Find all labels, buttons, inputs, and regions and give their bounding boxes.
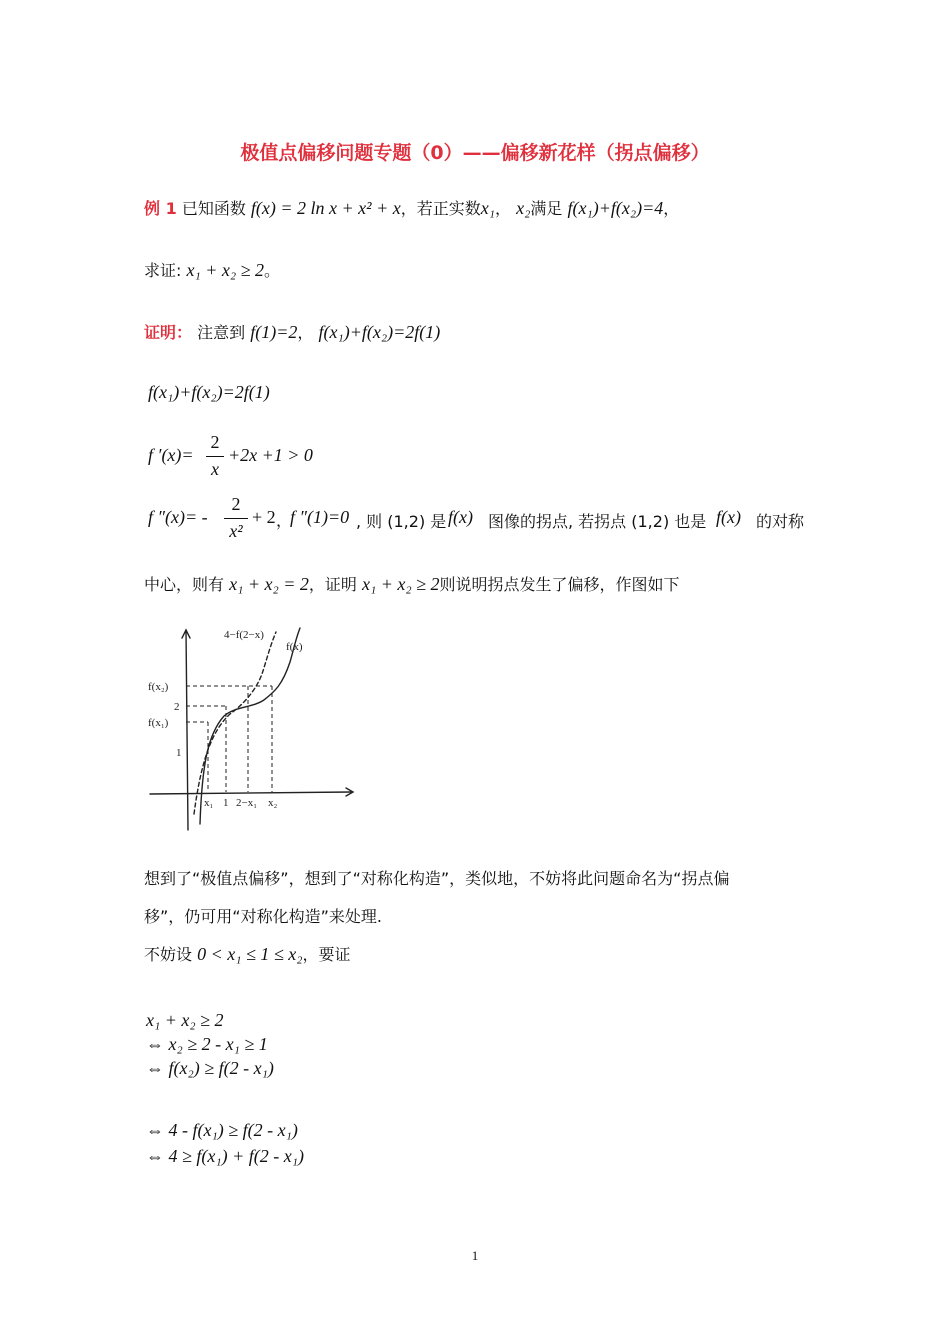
assume-text: 不妨设 (144, 945, 193, 964)
x-label-1: 1 (223, 797, 229, 809)
chain-line-1: x₁ + x₂ ≥ 2 (146, 1010, 224, 1030)
chain-line-3: ⇔ f(x₂) ≥ f(2 - x₁) (146, 1058, 274, 1078)
line4-text-2: ，证明 (308, 575, 357, 594)
proof-intro (144, 320, 440, 343)
line3-fx: f(x) (448, 507, 473, 527)
chain-line-2: ⇔ x₂ ≥ 2 - x₁ ≥ 1 (146, 1034, 268, 1054)
prove-end: 。 (264, 261, 281, 280)
line4-text-1: 中心，则有 (144, 575, 225, 594)
line2-numerator: 2 (210, 432, 220, 452)
fx-curve-label: f(x) (286, 641, 303, 653)
y-label-1: 1 (176, 747, 182, 759)
fx-curve (200, 628, 300, 824)
proof-note-text: 注意到 (197, 323, 246, 342)
proof-line-4 (144, 572, 680, 595)
example-end: ， (663, 199, 680, 218)
x-label-2-x1: 2−x₁ (236, 797, 258, 809)
line3-fx-2: f(x) (716, 507, 741, 527)
line4-math-1: x₁ + x₂ = 2 (229, 574, 309, 594)
example-x1: x₁ (480, 198, 495, 218)
example-x2: x₂ (516, 198, 531, 218)
assume-line (144, 942, 351, 965)
example-text-a: 已知函数 (181, 199, 246, 218)
assume-end: ，要证 (302, 945, 351, 964)
paragraph-line-2: 移”，仍可用“对称化构造”来处理. (144, 907, 382, 926)
line3-text-1: , 则 (1,2) 是 (356, 512, 447, 531)
proof-label: 证明： (144, 323, 193, 342)
line3-sep: ， (276, 511, 293, 530)
line3-lhs: f ″(x)= - (148, 507, 208, 527)
line3-numerator: 2 (231, 494, 241, 514)
y-label-fx2: f(x₂) (148, 681, 169, 693)
inflection-graph (144, 624, 360, 834)
line2-lhs: f ′(x)= (148, 445, 194, 465)
assume-math: 0 < x₁ ≤ 1 ≤ x₂ (197, 944, 303, 964)
example-text-b: ，若正实数 (400, 199, 481, 218)
x-axis (150, 792, 352, 794)
page-title: 极值点偏移问题专题（0）——偏移新花样（拐点偏移） (240, 142, 710, 164)
prove-label: 求证: (144, 261, 182, 280)
symmetric-curve (194, 632, 276, 814)
prove-statement: x₁ + x₂ ≥ 2 (186, 260, 265, 280)
x-label-x2: x₂ (268, 797, 278, 809)
line3-text-3: 的对称 (756, 512, 805, 531)
line3-second-derivative: f ″(1)=0 (290, 507, 350, 527)
y-label-fx1: f(x₁) (148, 717, 169, 729)
line3-denominator: x² (229, 521, 243, 541)
proof-line-1: f(x₁)+f(x₂)=2f(1) (148, 382, 270, 402)
proof-note-a: f(1)=2 (250, 322, 298, 342)
proof-note-sep: ， (297, 323, 314, 342)
line4-text-3: 则说明拐点发生了偏移，作图如下 (439, 575, 680, 594)
line4-math-2: x₁ + x₂ ≥ 2 (362, 574, 440, 594)
line3-plus: + 2 (252, 507, 276, 527)
x-label-x1: x₁ (204, 797, 214, 809)
proof-line-3 (148, 494, 828, 544)
prove-line (144, 258, 280, 281)
example-sep: ， (494, 199, 511, 218)
paragraph-line-1: 想到了“极值点偏移”，想到了“对称化构造”，类似地，不妨将此问题命名为“拐点偏 (144, 869, 730, 888)
chain-line-4: ⇔ 4 - f(x₁) ≥ f(2 - x₁) (146, 1120, 298, 1140)
page-number: 1 (471, 1248, 479, 1263)
y-axis (186, 630, 188, 830)
line3-text-2: 图像的拐点, 若拐点 (1,2) 也是 (488, 512, 707, 531)
proof-note-b: f(x₁)+f(x₂)=2f(1) (318, 322, 441, 342)
fraction-bar (206, 456, 224, 457)
line2-rhs: +2x +1 > 0 (228, 445, 313, 465)
line2-denominator: x (211, 459, 219, 479)
fraction-bar (224, 518, 248, 519)
symmetric-curve-label: 4−f(2−x) (224, 629, 264, 641)
chain-line-5: ⇔ 4 ≥ f(x₁) + f(2 - x₁) (146, 1146, 304, 1166)
example-text-c: 满足 (530, 199, 563, 218)
y-label-2: 2 (174, 701, 180, 713)
example-line (144, 196, 679, 219)
example-condition: f(x₁)+f(x₂)=4 (567, 198, 664, 218)
example-function: f(x) = 2 ln x + x² + x (250, 198, 401, 218)
example-label: 例 1 (144, 199, 177, 218)
